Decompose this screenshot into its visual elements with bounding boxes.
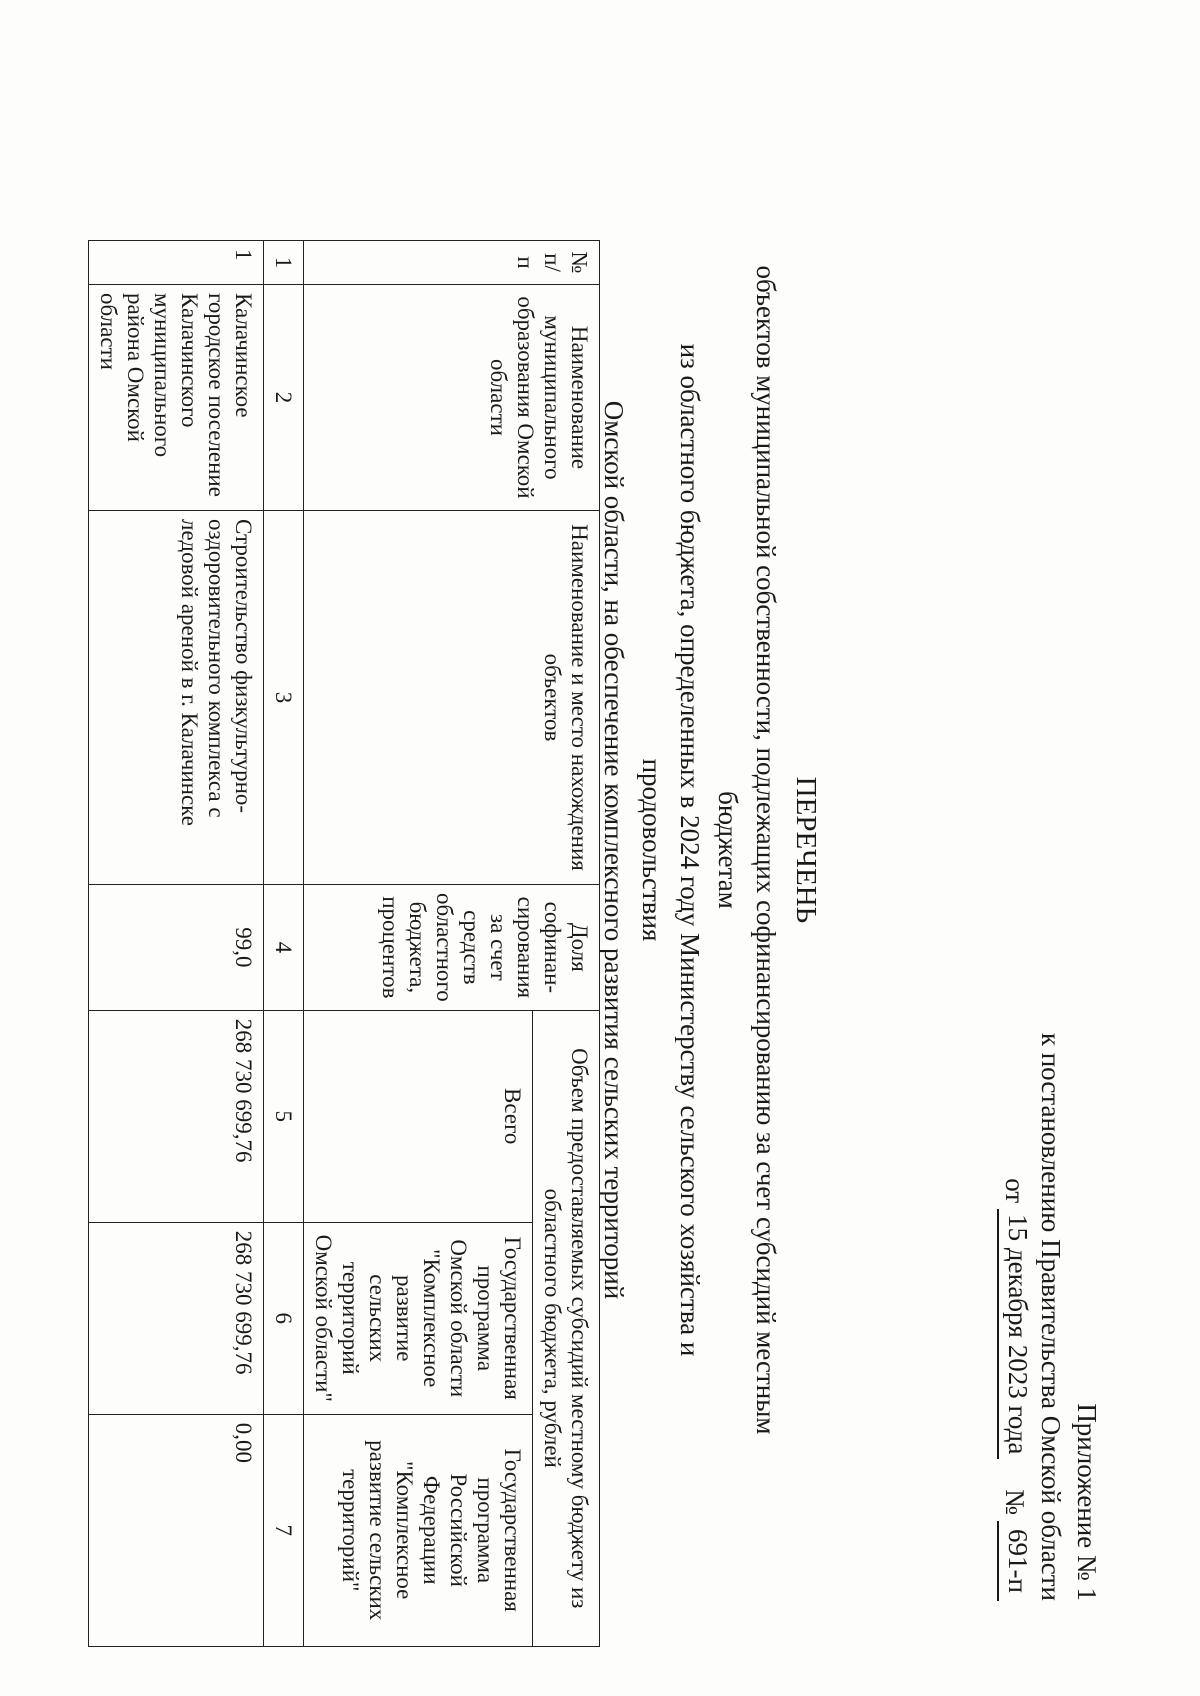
header-regional-program: Государственная программа Омской области "Комплексное развитие сельских территорий Омской области" [304,1222,533,1414]
regional-program-cell: 268 730 699,76 [89,1222,264,1414]
column-index: 7 [264,1414,304,1646]
column-index: 6 [264,1222,304,1414]
title-line-1: объектов муниципальной собственности, подлежащих софинансированию за счет субсидий местным бюджетам [713,265,781,1435]
header-municipality: Наименование муниципального образования Омской области [304,285,600,511]
decree-number: 691-п [997,1521,1033,1601]
share-cell: 99,0 [89,885,264,1011]
object-cell: Строительство физкультурно-оздоровительного комплекса с ледовой ареной в г. Калачинске [89,511,264,885]
header-num: № п/п [304,241,600,285]
header-subsidy-group: Объем предоставляемых субсидий местному бюджету из областного бюджета, рублей [533,1010,600,1646]
federal-program-cell: 0,00 [89,1414,264,1646]
column-index: 3 [264,511,304,885]
column-index: 5 [264,1010,304,1222]
header-share: Доля софинан-сирования за счет средств областного бюджета, процентов [304,885,600,1011]
title-line-2: из областного бюджета, определенных в 2024 году Министерству сельского хозяйства и продовольствия [637,343,705,1357]
column-index-row [264,241,304,1647]
title-heading: ПЕРЕЧЕНЬ [790,776,822,924]
municipality-cell: Калачинское городское поселение Калачинского муниципального района Омской области [89,285,264,511]
column-index: 4 [264,885,304,1011]
header-federal-program: Государственная программа Российской Федерации "Комплексное развитие сельских территорий" [304,1414,533,1646]
table-row [89,241,264,1647]
total-cell: 268 730 699,76 [89,1010,264,1222]
decree-date: 15 декабря 2023 года [997,1209,1033,1459]
from-label: от [1000,1178,1030,1204]
column-index: 2 [264,285,304,511]
subsidy-table [88,240,600,1647]
appendix-header [997,1033,1105,1601]
header-row [533,241,600,1647]
column-index: 1 [264,241,304,285]
row-number: 1 [89,241,264,285]
title-line-3: Омской области, на обеспечение комплексного развития сельских территорий [599,400,629,1300]
number-label: № [1000,1489,1030,1515]
header-object: Наименование и место нахождения объектов [304,511,600,885]
document-title [595,250,825,1450]
header-total: Всего [304,1010,533,1222]
appendix-line2: к постановлению Правительства Омской области [1036,1032,1066,1601]
appendix-date-row [997,1033,1033,1601]
appendix-line1: Приложение № 1 [1072,1403,1102,1601]
